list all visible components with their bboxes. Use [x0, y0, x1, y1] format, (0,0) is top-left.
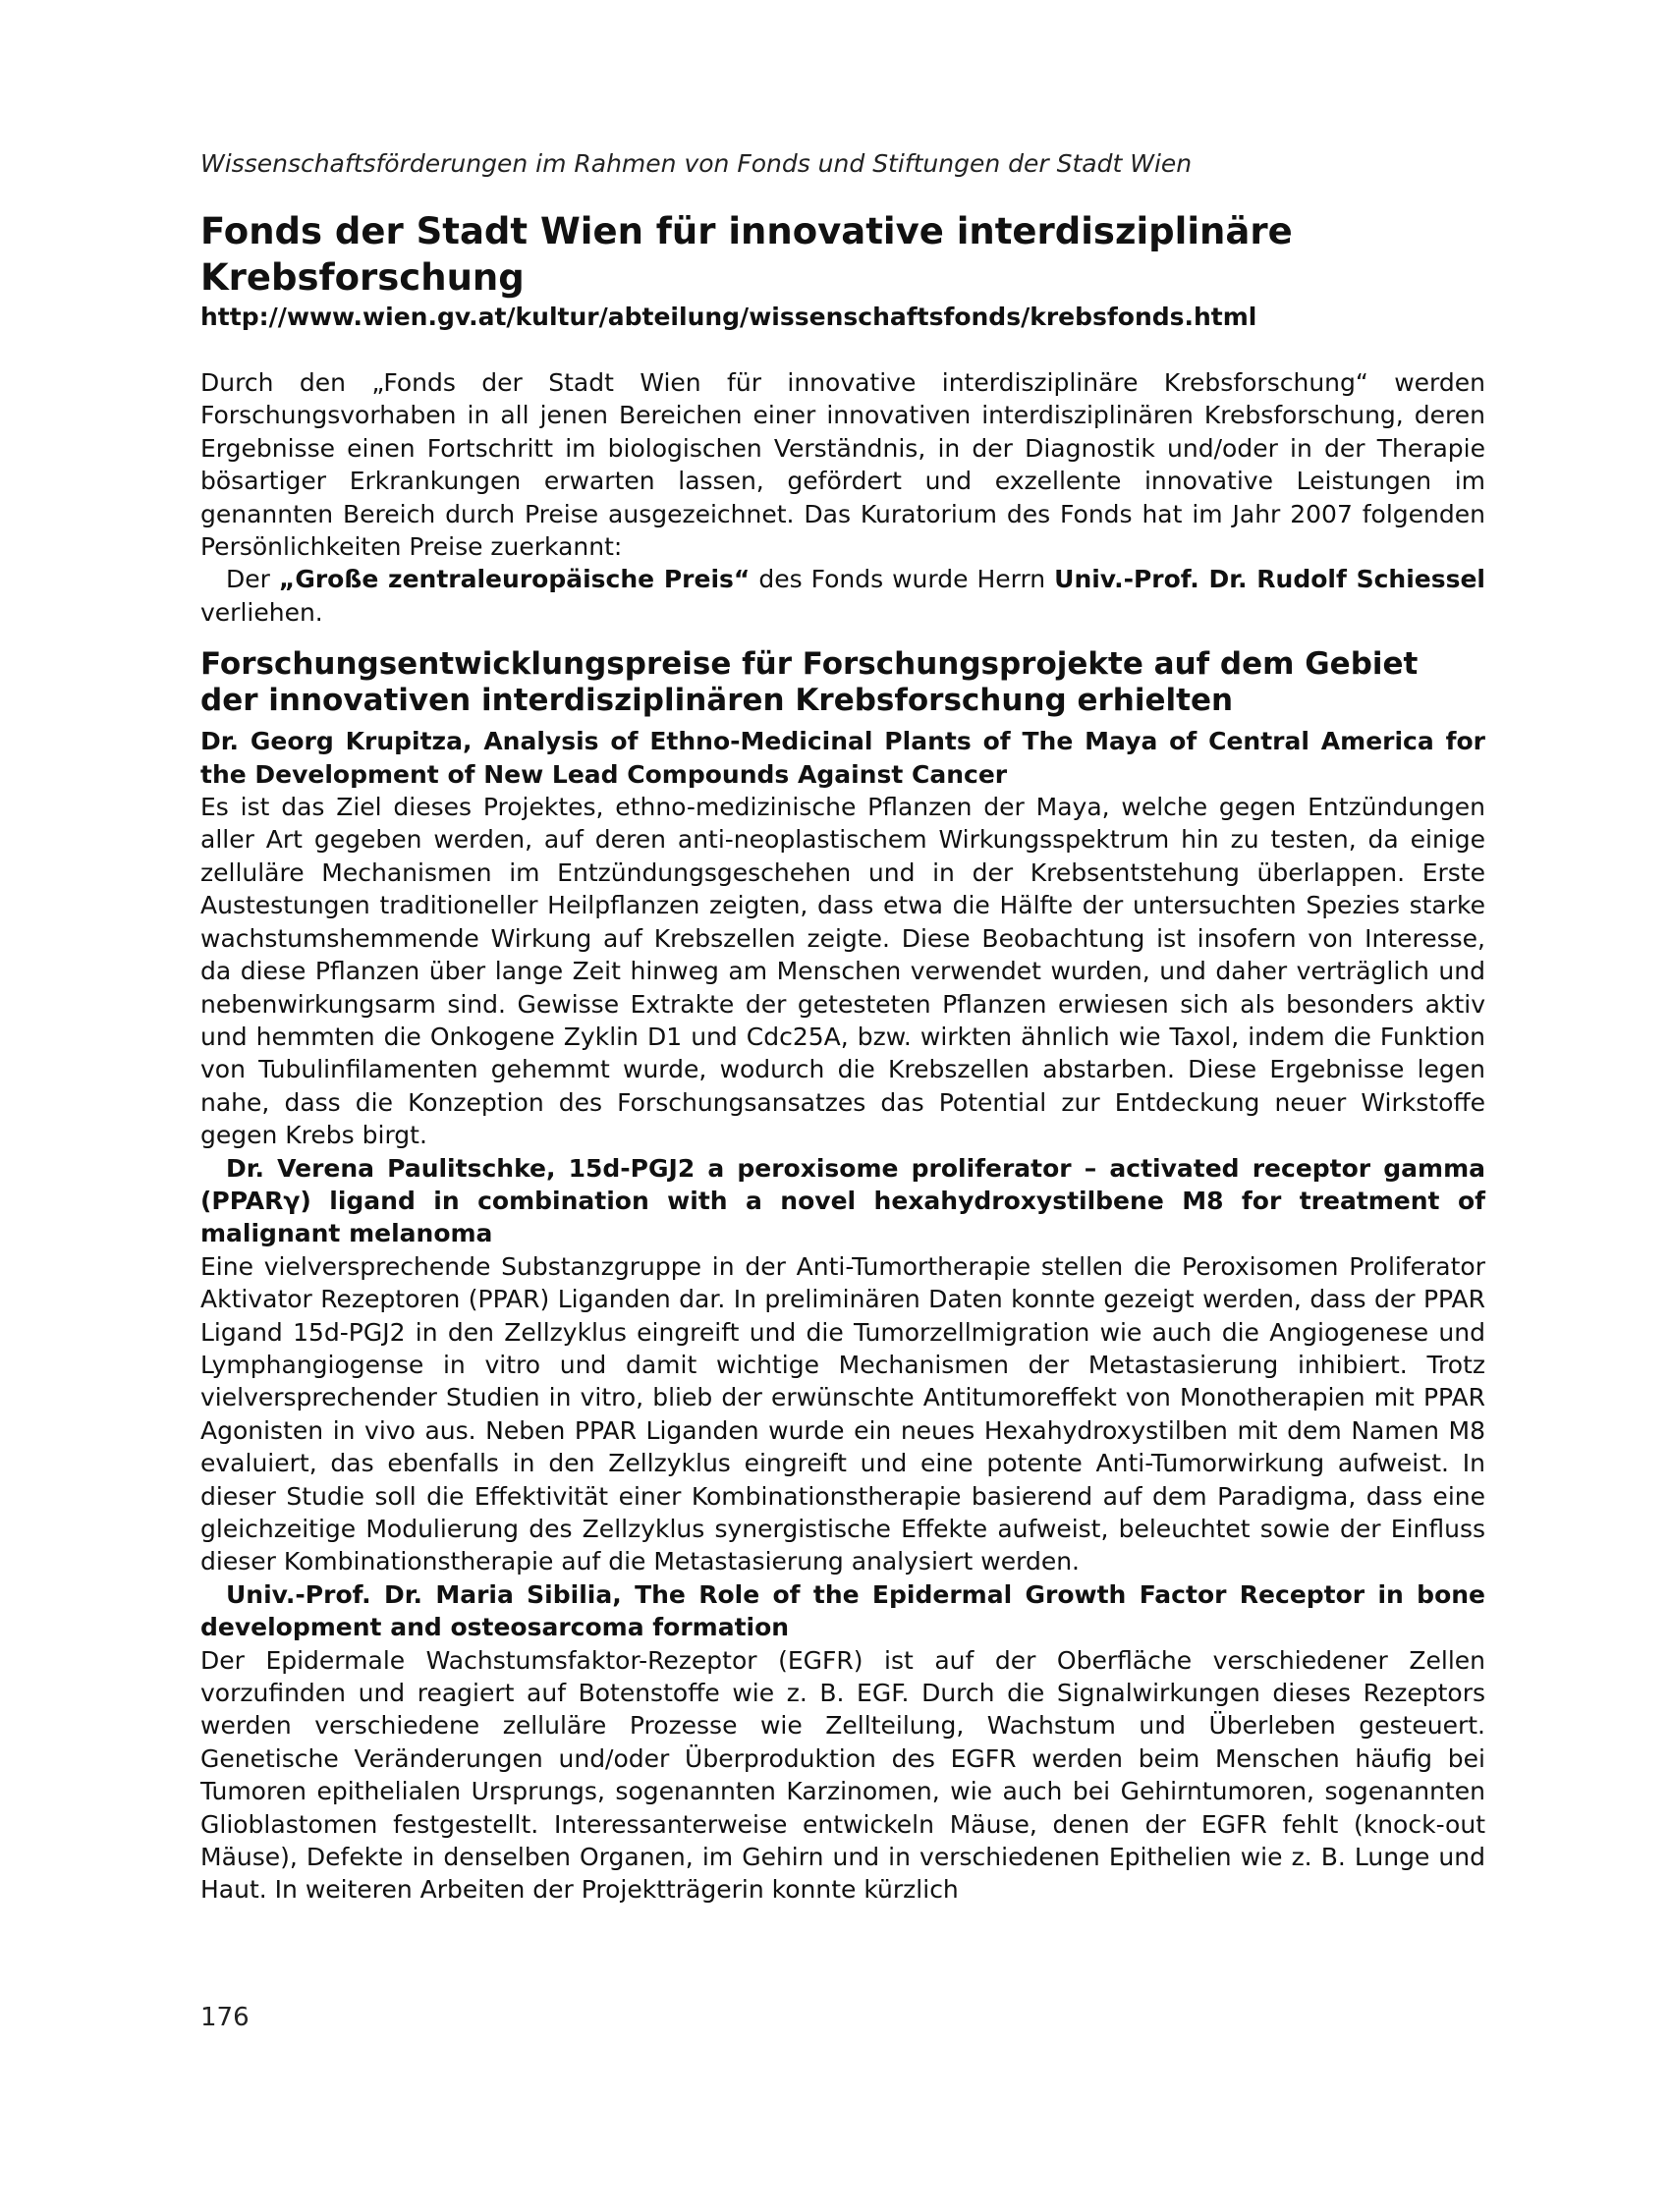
- running-head: Wissenschaftsförderungen im Rahmen von Fonds und Stiftungen der Stadt Wien: [200, 149, 1193, 178]
- prize-recipient: Univ.-Prof. Dr. Rudolf Schiessel: [1054, 565, 1486, 594]
- prize-name: „Große zentraleuropäische Preis“: [278, 565, 751, 594]
- page-number: 176: [200, 2003, 250, 2032]
- project-title-paulitschke: Dr. Verena Paulitschke, 15d-PGJ2 a peroxisome proliferator – activated receptor gamma (PPARγ) ligand in combination with a novel hexahydroxystilbene M8 for treatment of malignant melanoma: [200, 1153, 1485, 1248]
- page-content: [200, 147, 1485, 1907]
- project-body-sibilia: Der Epidermale Wachstumsfaktor-Rezeptor (EGFR) ist auf der Oberfläche verschiedener Zellen vorzufinden und reagiert auf Botenstoffe wie z. B. EGF. Durch die Signalwirkungen dieses Rezeptors werden verschiedene zelluläre Prozesse wie Zellteilung, Wachstum und Überleben gesteuert. Genetische Veränderungen und/oder Überproduktion des EGFR werden beim Menschen häufig bei Tumoren epithelialen Ursprungs, sogenannten Karzinomen, wie auch bei Gehirntumoren, sogenannten Glioblastomen festgestellt. Interessanterweise entwickeln Mäuse, denen der EGFR fehlt (knock-out Mäuse), Defekte in denselben Organen, im Gehirn und in verschiedenen Epithelien wie z. B. Lunge und Haut. In weiteren Arbeiten der Projektträgerin konnte kürzlich: [200, 1645, 1485, 1905]
- prize-paragraph: [200, 563, 1485, 629]
- page-title: Fonds der Stadt Wien für innovative interdisziplinäre Krebsforschung: [200, 210, 1293, 299]
- project-title-sibilia: Univ.-Prof. Dr. Maria Sibilia, The Role of the Epidermal Growth Factor Receptor in bone development and osteosarcoma formation: [200, 1579, 1485, 1642]
- project-body-paulitschke: Eine vielversprechende Substanzgruppe in der Anti-Tumortherapie stellen die Peroxisomen Proliferator Aktivator Rezeptoren (PPAR) Liganden dar. In preliminären Daten konnte gezeigt werden, dass der PPAR Ligand 15d-PGJ2 in den Zellzyklus eingreift und die Tumorzellmigration wie auch die Angiogenese und Lymphangiogense in vitro und damit wichtige Mechanismen der Metastasierung inhibiert. Trotz vielversprechender Studien in vitro, blieb der erwünschte Antitumoreffekt von Monotherapien mit PPAR Agonisten in vivo aus. Neben PPAR Liganden wurde ein neues Hexahydroxystilben mit dem Namen M8 evaluiert, das ebenfalls in den Zellzyklus eingreift und eine potente Anti-Tumorwirkung aufweist. In dieser Studie soll die Effektivität einer Kombinationstherapie basierend auf dem Paradigma, dass eine gleichzeitige Modulierung des Zellzyklus synergistische Effekte aufweist, beleuchtet sowie der Einfluss dieser Kombinationstherapie auf die Metastasierung analysiert werden.: [200, 1251, 1485, 1576]
- intro-paragraph: Durch den „Fonds der Stadt Wien für innovative interdisziplinäre Krebsforschung“ werden Forschungsvorhaben in all jenen Bereichen einer innovativen interdisziplinären Krebsforschung, deren Ergebnisse einen Fortschritt im biologischen Verständnis, in der Diagnostik und/oder in der Therapie bösartiger Erkrankungen erwarten lassen, gefördert und exzellente innovative Leistungen im genannten Bereich durch Preise ausgezeichnet. Das Kuratorium des Fonds hat im Jahr 2007 folgenden Persönlichkeiten Preise zuerkannt:: [200, 368, 1485, 562]
- prize-middle: des Fonds wurde Herrn: [750, 565, 1055, 594]
- prize-suffix: verliehen.: [200, 597, 323, 627]
- section-heading: Forschungsentwicklungspreise für Forschungsprojekte auf dem Gebiet der innovativen interdisziplinären Krebsforschung erhielten: [200, 646, 1419, 719]
- project-body-krupitza: Es ist das Ziel dieses Projektes, ethno-medizinische Pflanzen der Maya, welche gegen Entzündungen aller Art gegeben werden, auf deren anti-neoplastischem Wirkungsspektrum hin zu testen, da einige zelluläre Mechanismen im Entzündungsgeschehen und in der Krebsentstehung überlappen. Erste Austestungen traditioneller Heilpflanzen zeigten, dass etwa die Hälfte der untersuchten Spezies starke wachstumshemmende Wirkung auf Krebszellen zeigte. Diese Beobachtung ist insofern von Interesse, da diese Pflanzen über lange Zeit hinweg am Menschen verwendet wurden, und daher verträglich und nebenwirkungsarm sind. Gewisse Extrakte der getesteten Pflanzen erwiesen sich als besonders aktiv und hemmten die Onkogene Zyklin D1 und Cdc25A, bzw. wirkten ähnlich wie Taxol, indem die Funktion von Tubulinfilamenten gehemmt wurde, wodurch die Krebszellen abstarben. Diese Ergebnisse legen nahe, dass die Konzeption des Forschungsansatzes das Potential zur Entdeckung neuer Wirkstoffe gegen Krebs birgt.: [200, 793, 1485, 1150]
- fund-url[interactable]: http://www.wien.gv.at/kultur/abteilung/wissenschaftsfonds/krebsfonds.html: [200, 303, 1257, 331]
- project-title-krupitza: Dr. Georg Krupitza, Analysis of Ethno-Medicinal Plants of The Maya of Central America for the Development of New Lead Compounds Against Cancer: [200, 727, 1485, 789]
- prize-prefix: Der: [226, 565, 279, 594]
